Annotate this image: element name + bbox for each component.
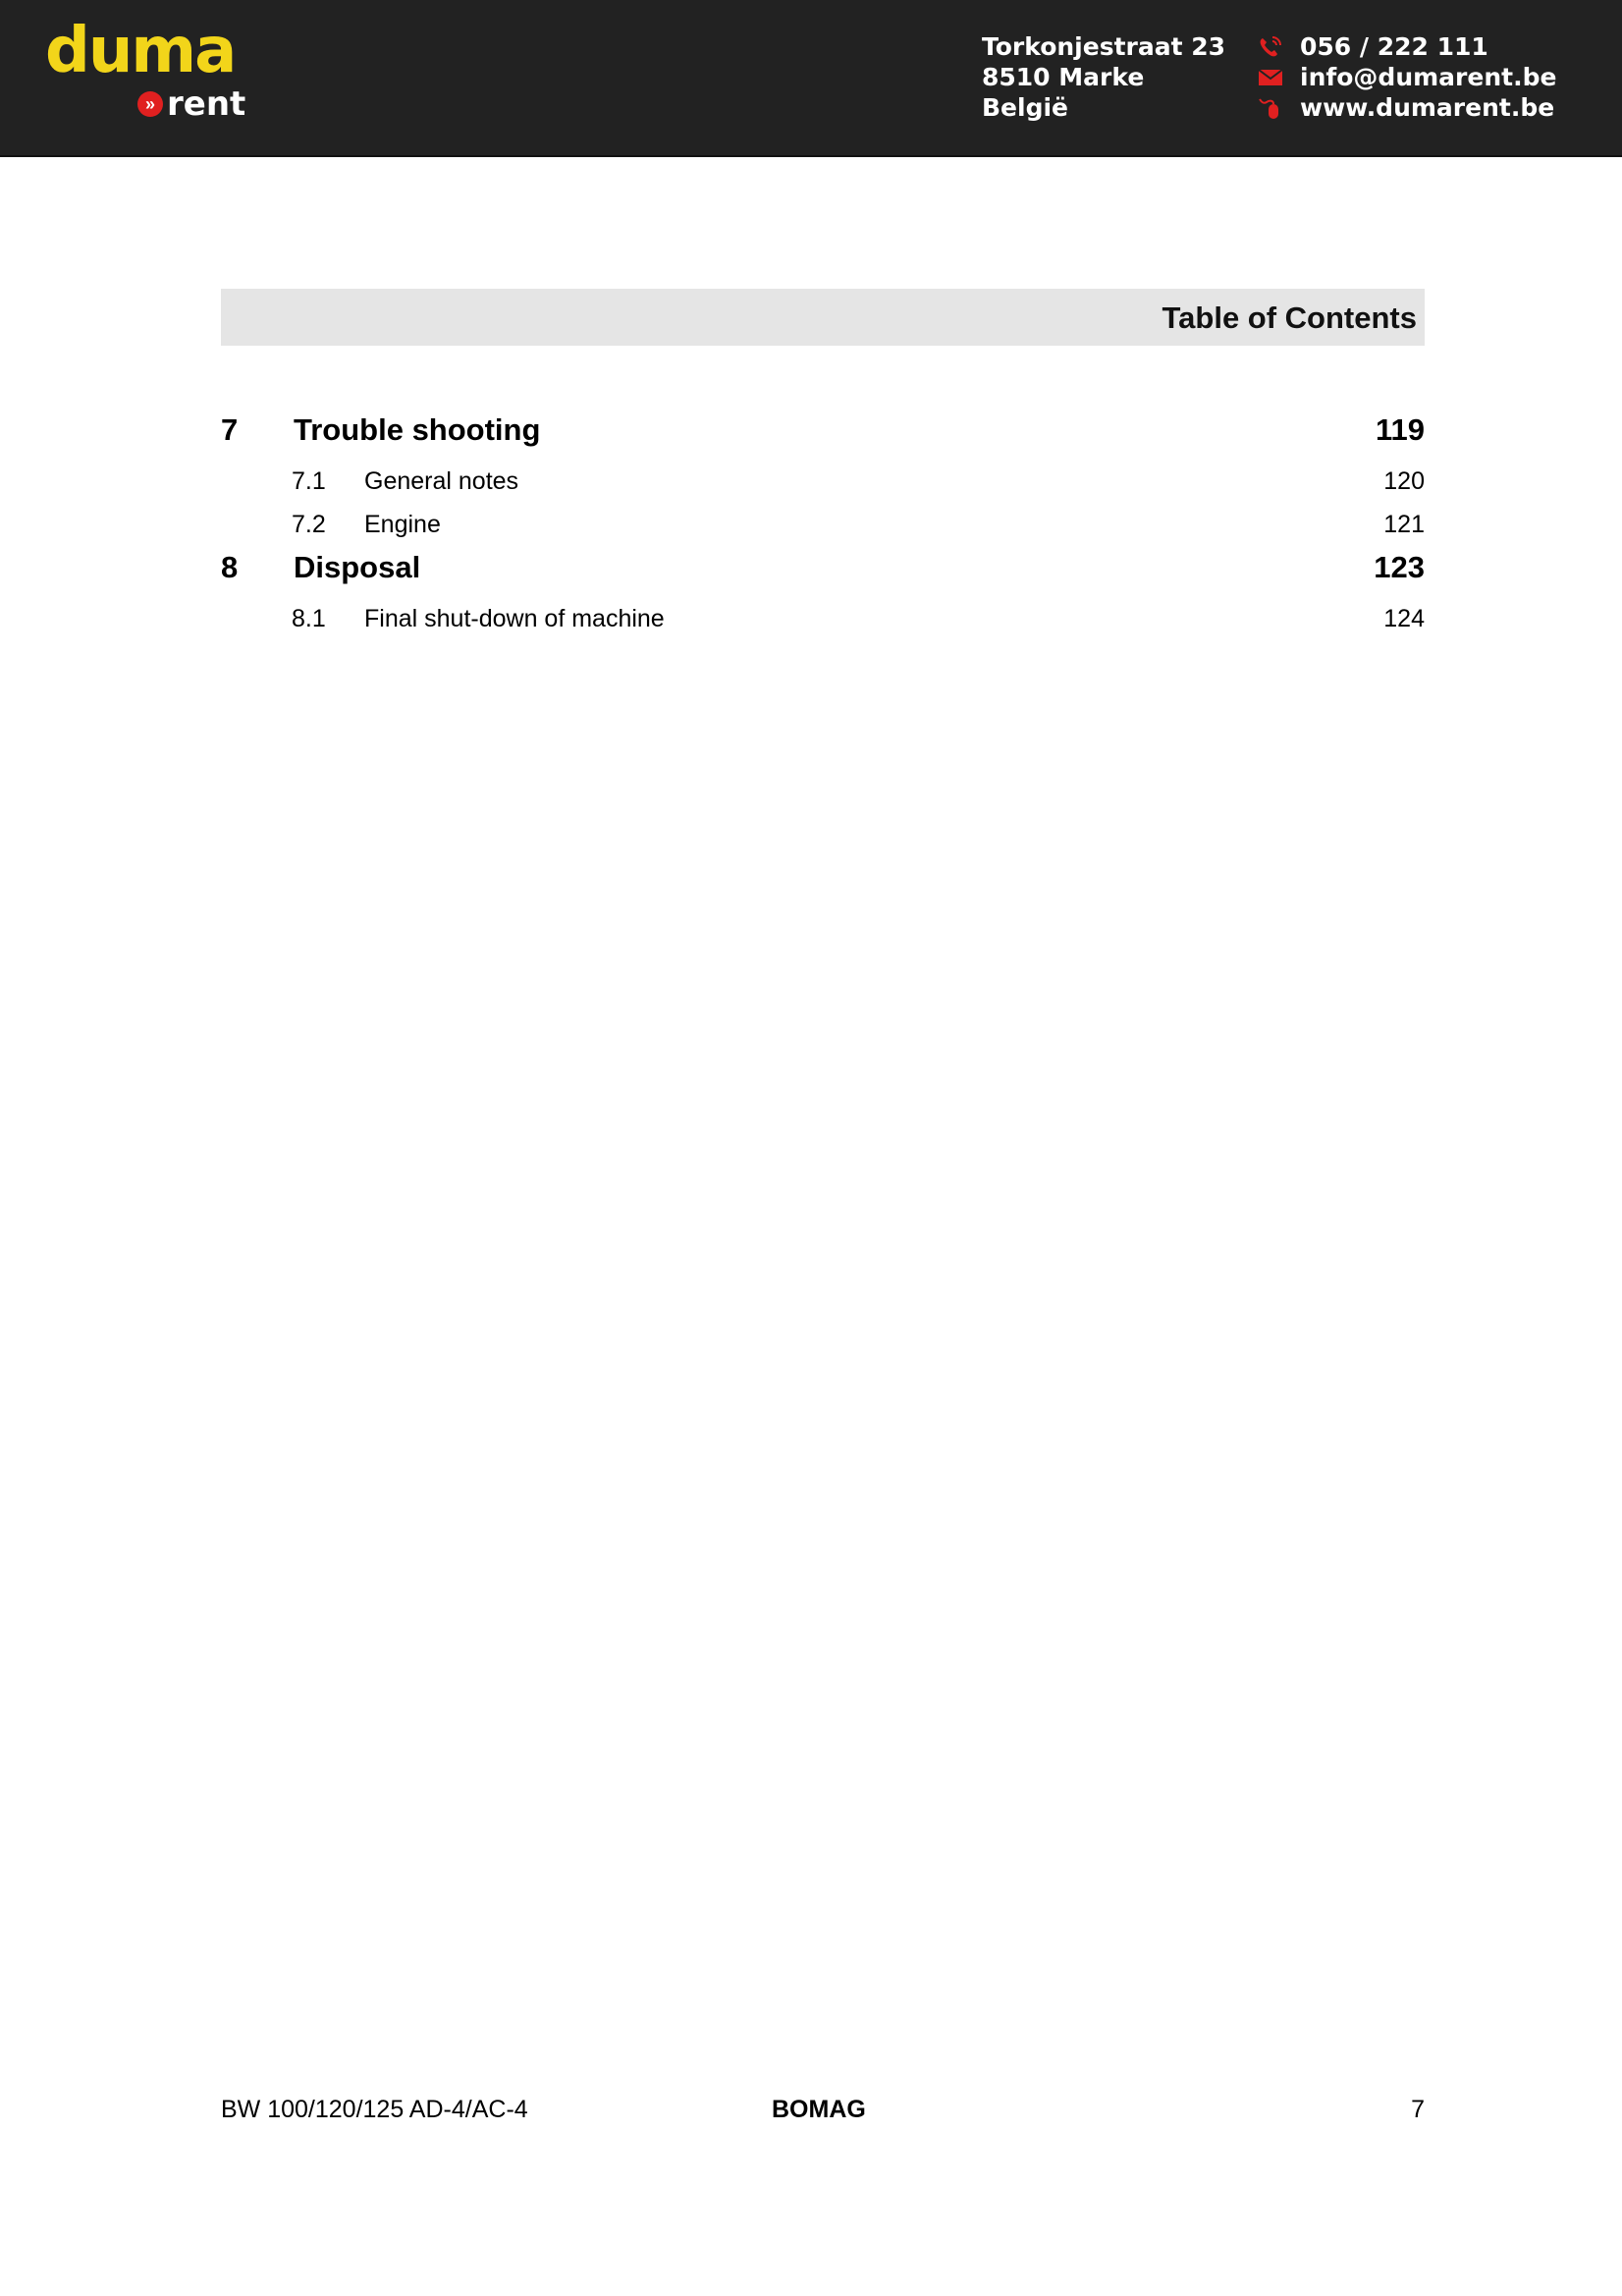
section-page: 124 xyxy=(1383,605,1425,632)
section-number: 8.1 xyxy=(292,605,326,632)
toc-chapter-8[interactable] xyxy=(221,550,1425,589)
duma-rent-logo xyxy=(45,15,246,126)
contact-email xyxy=(1257,62,1556,92)
toc-section-7-1[interactable] xyxy=(221,467,1425,499)
page-title: Table of Contents xyxy=(1162,301,1417,335)
chapter-number: 8 xyxy=(221,550,239,584)
section-page: 120 xyxy=(1383,467,1425,495)
footer-model: BW 100/120/125 AD-4/AC-4 xyxy=(221,2096,528,2123)
address-city: 8510 Marke xyxy=(982,63,1145,91)
logo-wordmark: duma xyxy=(45,15,236,87)
address-country: België xyxy=(982,93,1069,122)
toc-chapter-7[interactable] xyxy=(221,412,1425,452)
chapter-page: 119 xyxy=(1375,412,1425,447)
chapter-title: Trouble shooting xyxy=(294,412,541,447)
section-title: Engine xyxy=(364,511,441,538)
section-number: 7.1 xyxy=(292,467,326,495)
section-title: General notes xyxy=(364,467,519,495)
mouse-icon xyxy=(1257,96,1284,120)
section-number: 7.2 xyxy=(292,511,326,538)
toc-section-8-1[interactable] xyxy=(221,605,1425,636)
section-title: Final shut-down of machine xyxy=(364,605,665,632)
chapter-title: Disposal xyxy=(294,550,421,584)
chapter-page: 123 xyxy=(1374,550,1425,584)
page-footer xyxy=(221,2096,1425,2129)
envelope-icon xyxy=(1257,66,1284,89)
address-street: Torkonjestraat 23 xyxy=(982,32,1226,61)
contact-phone xyxy=(1257,31,1556,62)
phone-icon xyxy=(1257,35,1284,59)
logo-sub xyxy=(137,86,245,122)
footer-brand: BOMAG xyxy=(772,2096,866,2123)
toc-section-7-2[interactable] xyxy=(221,511,1425,542)
website-url: www.dumarent.be xyxy=(1300,93,1555,122)
company-contact xyxy=(1257,31,1556,123)
contact-website xyxy=(1257,92,1556,123)
page-header xyxy=(0,0,1622,157)
page-number: 7 xyxy=(1411,2096,1425,2123)
email-address: info@dumarent.be xyxy=(1300,63,1557,91)
company-address xyxy=(982,31,1225,123)
double-chevron-icon: » xyxy=(137,91,163,117)
logo-sub-text: rent xyxy=(167,84,246,124)
section-page: 121 xyxy=(1383,511,1425,538)
chapter-number: 7 xyxy=(221,412,239,447)
phone-number: 056 / 222 111 xyxy=(1300,32,1488,61)
toc-banner xyxy=(221,289,1425,346)
